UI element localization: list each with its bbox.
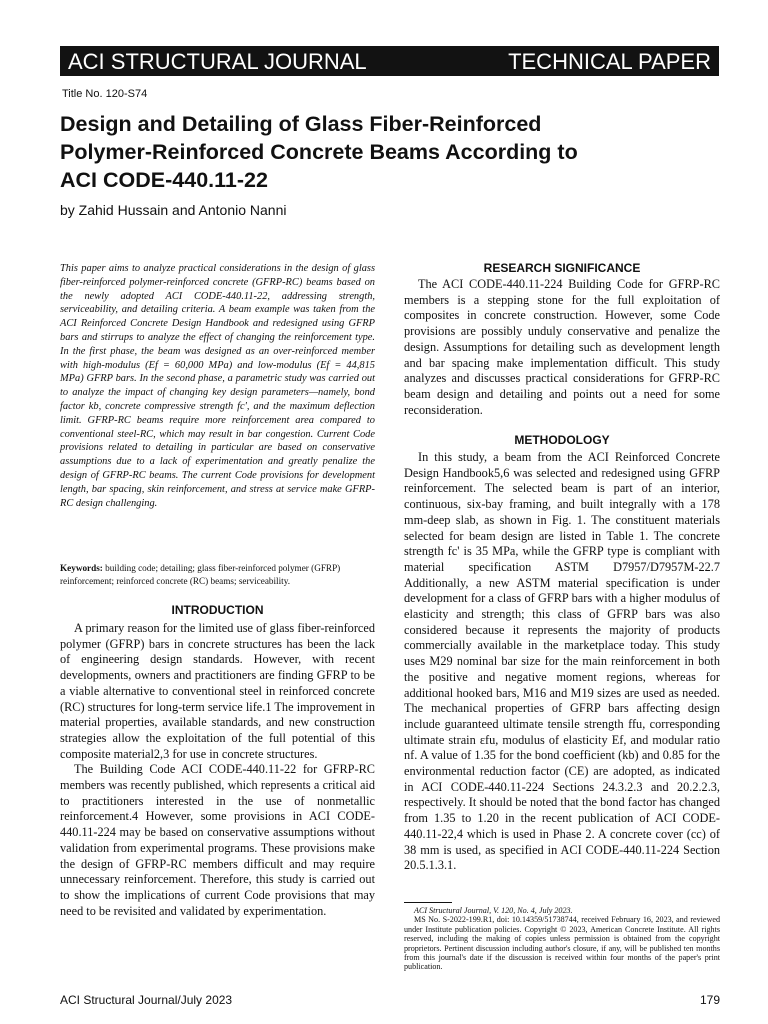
paragraph: A primary reason for the limited use of glass fiber-reinforced polymer (GFRP) bars in concrete structures has been the lack of engineering design standards. However, with recent developments, owners and practitioners are finding GFRP to be a viable alternative to conventional steel in reinforced concrete (RC) structures for long-term service life.1 The improvement in material properties, available standards, and new construction strategies allow the exploitation of the full potential of this composite material2,3 for use in concrete structures.: [60, 621, 375, 761]
keywords: [60, 562, 375, 587]
title-line: Polymer-Reinforced Concrete Beams According to: [60, 140, 578, 164]
paper-title: [60, 110, 680, 194]
title-line: ACI CODE-440.11-22: [60, 168, 268, 192]
authors: by Zahid Hussain and Antonio Nanni: [60, 202, 287, 218]
research-significance-body: [404, 277, 720, 418]
title-number: Title No. 120-S74: [62, 88, 148, 100]
paragraph: In this study, a beam from the ACI Reinforced Concrete Design Handbook5,6 was selected and redesigned using GFRP reinforcement. The selected beam is part of an interior, continuous, six-bay framing, and built integrally with a 178 mm-deep slab, as shown in Fig. 1. The constituent materials selected for beam design are listed in Table 1. The concrete strength fc' is 35 MPa, while the GFRP type is compliant with material specification ASTM D7957/D7957M-22.7 Additionally, a new ASTM material specification is under development for a class of GFRP bars with a higher modulus of elasticity and strength; this class of GFRP bars was also considered because it represents the majority of products commercially available in the marketplace today. This study uses M29 nominal bar size for the main reinforcement in both the positive and negative moment regions, whereas for additional hooked bars, M16 and M19 sizes are used as needed. The mechanical properties of GFRP bars affecting design include guaranteed ultimate tensile strength ffu, corresponding ultimate strain εfu, modulus of elasticity Ef, and modular ratio nf. A value of 1.35 for the bond coefficient (kb) and 0.85 for the environmental reduction factor (CE) are adopted, as indicated in ACI CODE-440.11-224 Sections 24.3.2.3 and 20.2.2.3, respectively. It should be noted that the bond factor has changed from 1.35 to 1.20 in the recent publication of ACI CODE-440.11-22,4 which is used in Phase 2. A concrete cover (cc) of 38 mm is used, as specified in ACI CODE-440.11-224 Section 20.5.1.3.1.: [404, 450, 720, 873]
footnote-divider: [404, 902, 452, 903]
footnote-details: MS No. S-2022-199.R1, doi: 10.14359/51738744, received February 16, 2023, and reviewed under Institute publication policies. Copyright © 2023, American Concrete Institute. All rights reserved, including the making of copies unless permission is obtained from the copyright proprietors. Pertinent discussion including author's closure, if any, will be published ten months from this journal's date if the discussion is received within four months of the paper's print publication.: [404, 915, 720, 972]
methodology-body: [404, 450, 720, 874]
footer-journal: ACI Structural Journal/July 2023: [60, 993, 233, 1007]
paragraph: The ACI CODE-440.11-224 Building Code for GFRP-RC members is a stepping stone for the full exploitation of composites in concrete construction. However, some Code provisions are possibly unduly conservative and penalize the design. Assumptions for detailing such as development length and bar spacing make implementation difficult. This study analyzes and discusses practical considerations for GFRP-RC beam design and detailing and points out a need for some reconsideration.: [404, 277, 720, 417]
title-line: Design and Detailing of Glass Fiber-Reinforced: [60, 112, 542, 136]
methodology-heading: METHODOLOGY: [514, 433, 610, 447]
journal-banner: [60, 46, 719, 76]
keywords-label: Keywords:: [60, 563, 103, 573]
keywords-text: building code; detailing; glass fiber-reinforced polymer (GFRP) reinforcement; reinforced concrete (RC) beams; serviceability.: [60, 563, 341, 586]
footnote-citation: ACI Structural Journal, V. 120, No. 4, July 2023.: [414, 906, 573, 915]
paragraph: The Building Code ACI CODE-440.11-22 for GFRP-RC members was recently published, which represents a critical aid to practitioners interested in the use of nonmetallic reinforcement.4 However, some provisions in ACI CODE-440.11-224 may be based on conservative assumptions without validation from experimental programs. These provisions make the design of GFRP-RC members difficult and may require unnecessary reinforcement. Therefore, this study is carried out to show the implications of current Code provisions that may need to be revisited and validated by experimentation.: [60, 762, 375, 918]
page-number: 179: [699, 993, 720, 1007]
introduction-heading: INTRODUCTION: [171, 603, 264, 617]
abstract: This paper aims to analyze practical considerations in the design of glass fiber-reinforced polymer-reinforced concrete (GFRP-RC) beams based on the newly adopted ACI CODE-440.11-22, addressing strength, serviceability, and detailing criteria. A beam example was taken from the ACI Reinforced Concrete Design Handbook and redesigned using GFRP bars and stirrups to analyze the effect of changing the reinforcement type. In the first phase, the beam was designed as an over-reinforced member with high-modulus (Ef = 60,000 MPa) and low-modulus (Ef = 44,815 MPa) GFRP bars. In the second phase, a parametric study was carried out to analyze the impact of changing key design parameters—namely, bond factor kb, concrete compressive strength fc', and the maximum deflection limit. GFRP-RC beams require more reinforcement area compared to conventional steel-RC, which may result in bar congestion. Current Code provisions related to detailing in particular are based on conservative assumptions due to a lack of experimentation and greatly penalize the design of GFRP-RC beams. The current Code provisions for development length, bar spacing, skin reinforcement, and stress at service make GFRP-RC design challenging.: [60, 263, 375, 509]
paper-type: TECHNICAL PAPER: [508, 49, 711, 74]
footnote: [404, 906, 720, 972]
journal-name: ACI STRUCTURAL JOURNAL: [68, 49, 367, 74]
research-significance-heading: RESEARCH SIGNIFICANCE: [483, 261, 641, 275]
introduction-body: [60, 621, 375, 919]
